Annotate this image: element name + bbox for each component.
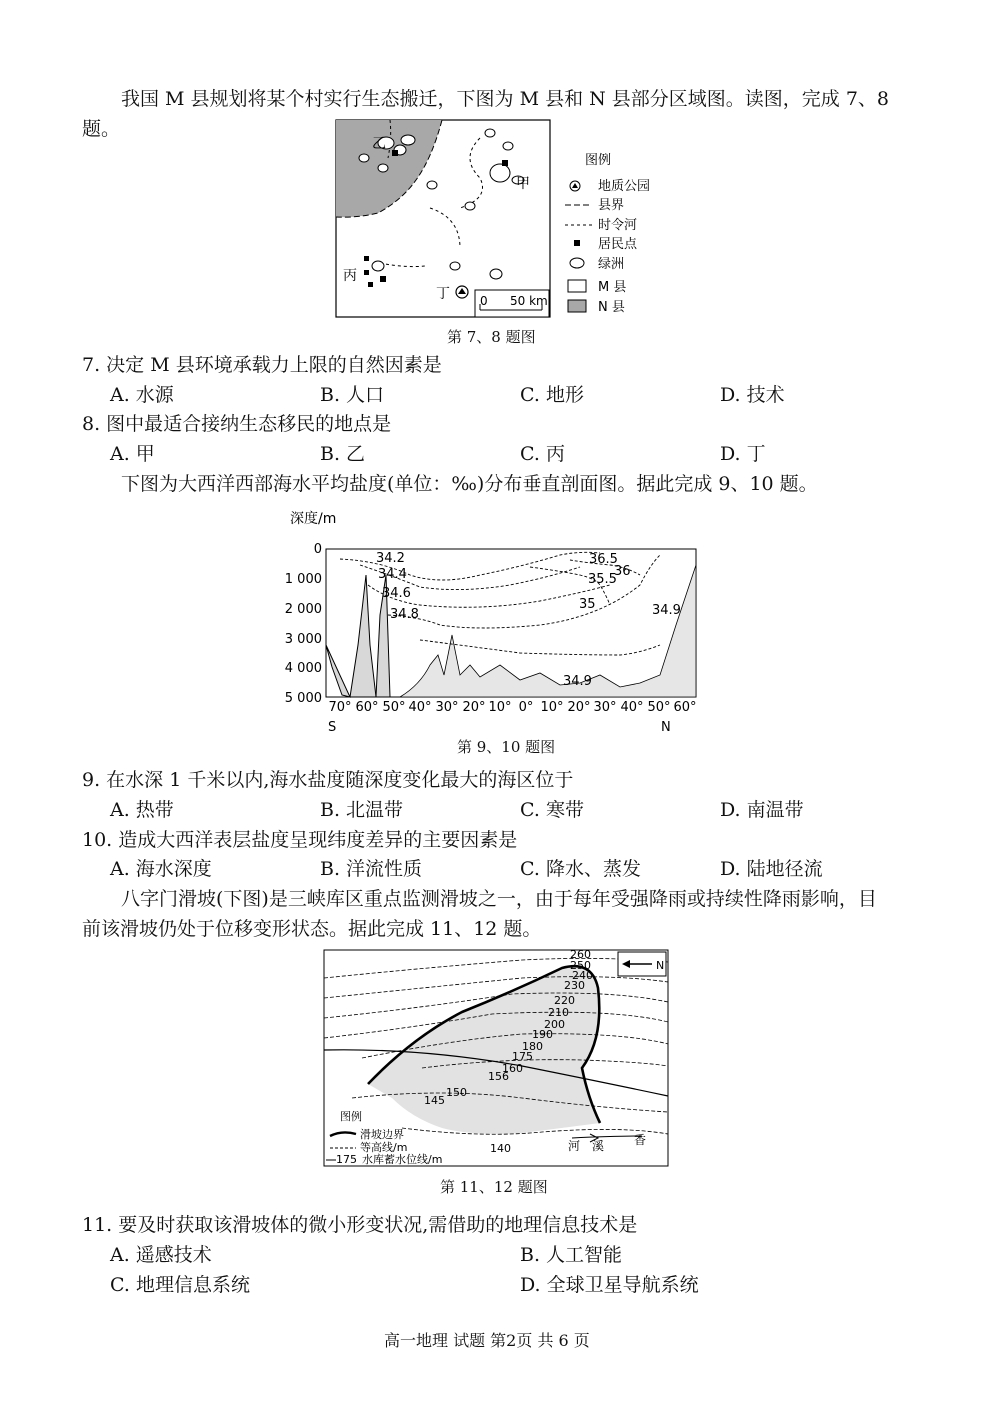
- q7-option-d: D. 技术: [720, 384, 785, 406]
- y-tick-1000: 1 000: [284, 572, 322, 587]
- x-tick-50s: 50°: [382, 700, 406, 715]
- y-axis-label: 深度/m: [290, 511, 337, 527]
- x-tick-70s: 70°: [328, 700, 352, 715]
- north-arrow-label: N: [656, 959, 665, 972]
- q10-option-b: B. 洋流性质: [320, 858, 423, 880]
- place-label-jia: 甲: [516, 176, 530, 192]
- isohaline-34.6: 34.6: [382, 586, 411, 601]
- county-map-figure: [330, 118, 670, 320]
- legend-geopark: 地质公园: [598, 179, 651, 194]
- isohaline-36.5: 36.5: [589, 552, 618, 567]
- legend-water-level: 水库蓄水位线/m: [362, 1153, 443, 1166]
- x-tick-50n: 50°: [647, 700, 671, 715]
- contour-260: 260: [570, 948, 591, 961]
- x-tick-10n: 10°: [540, 700, 564, 715]
- q10-stem: 10. 造成大西洋表层盐度呈现纬度差异的主要因素是: [82, 829, 518, 851]
- contour-145: 145: [424, 1094, 445, 1107]
- intro-7-8-line2: 题。: [82, 118, 121, 140]
- place-label-yi: 乙: [372, 136, 386, 152]
- x-tick-30n: 30°: [593, 700, 617, 715]
- isohaline-35.5: 35.5: [588, 572, 617, 587]
- q11-stem: 11. 要及时获取该滑坡体的微小形变状况,需借助的地理信息技术是: [82, 1214, 638, 1236]
- y-tick-3000: 3 000: [284, 632, 322, 647]
- x-tick-60n: 60°: [673, 700, 697, 715]
- intro-9-10: 下图为大西洋西部海水平均盐度(单位：‰)分布垂直剖面图。据此完成 9、10 题。: [121, 473, 818, 495]
- contour-240: 240: [572, 969, 593, 982]
- place-label-ding: 丁: [436, 286, 450, 302]
- intro-7-8-line1: 我国 M 县规划将某个村实行生态搬迁，下图为 M 县和 N 县部分区域图。读图，完成 7、8: [121, 88, 889, 110]
- x-tick-40n: 40°: [620, 700, 644, 715]
- q8-option-c: C. 丙: [520, 443, 565, 465]
- isohaline-34.8: 34.8: [390, 607, 419, 622]
- x-tick-40s: 40°: [408, 700, 432, 715]
- landslide-map-figure: [322, 948, 670, 1168]
- legend-n-county: N 县: [598, 300, 625, 315]
- q9-stem: 9. 在水深 1 千米以内,海水盐度随深度变化最大的海区位于: [82, 769, 574, 791]
- scale-zero: 0: [480, 294, 488, 308]
- contour-230: 230: [564, 979, 585, 992]
- q8-option-b: B. 乙: [320, 443, 366, 465]
- contour-250: 250: [570, 959, 591, 972]
- legend-m-county: M 县: [598, 280, 627, 295]
- q7-option-c: C. 地形: [520, 384, 584, 406]
- q8-option-a: A. 甲: [110, 443, 155, 465]
- river-label-xiang: 香: [634, 1133, 647, 1147]
- q7-option-a: A. 水源: [110, 384, 174, 406]
- river-label-xi: 溪: [592, 1139, 605, 1153]
- fig2-caption: 第 9、10 题图: [457, 738, 556, 756]
- scale-distance: 50 km: [510, 294, 548, 308]
- north-label: N: [661, 720, 671, 735]
- q10-option-d: D. 陆地径流: [720, 858, 823, 880]
- legend-water-level-sample: 175: [336, 1153, 357, 1166]
- q7-stem: 7. 决定 M 县环境承载力上限的自然因素是: [82, 354, 442, 376]
- q9-option-b: B. 北温带: [320, 799, 404, 821]
- contour-175: 175: [512, 1050, 533, 1063]
- q8-option-d: D. 丁: [720, 443, 766, 465]
- place-label-bing: 丙: [343, 268, 357, 284]
- legend-seasonal-river: 时令河: [598, 218, 638, 233]
- salinity-profile-figure: [280, 505, 720, 737]
- isohaline-34.2: 34.2: [376, 551, 405, 566]
- x-tick-30s: 30°: [435, 700, 459, 715]
- q10-option-a: A. 海水深度: [110, 858, 212, 880]
- q11-option-a: A. 遥感技术: [110, 1244, 212, 1266]
- legend-settlement: 居民点: [598, 237, 638, 252]
- contour-180: 180: [522, 1040, 543, 1053]
- contour-140: 140: [490, 1142, 511, 1155]
- legend-landslide-boundary: 滑坡边界: [360, 1128, 404, 1141]
- legend-county-border: 县界: [598, 198, 625, 213]
- q9-option-d: D. 南温带: [720, 799, 804, 821]
- q11-option-c: C. 地理信息系统: [110, 1274, 250, 1296]
- contour-220: 220: [554, 994, 575, 1007]
- isohaline-34.9-upper: 34.9: [652, 603, 681, 618]
- y-tick-5000: 5 000: [284, 691, 322, 706]
- q8-stem: 8. 图中最适合接纳生态移民的地点是: [82, 413, 392, 435]
- q9-option-a: A. 热带: [110, 799, 174, 821]
- isohaline-35: 35: [579, 597, 596, 612]
- q10-option-c: C. 降水、蒸发: [520, 858, 641, 880]
- isohaline-34.4: 34.4: [378, 567, 407, 582]
- x-tick-60s: 60°: [355, 700, 379, 715]
- isohaline-34.9-lower: 34.9: [563, 674, 592, 689]
- x-tick-20n: 20°: [567, 700, 591, 715]
- q11-option-d: D. 全球卫星导航系统: [520, 1274, 699, 1296]
- fig3-caption: 第 11、12 题图: [440, 1178, 548, 1196]
- legend-title: 图例: [585, 153, 612, 168]
- legend-oasis: 绿洲: [598, 257, 625, 272]
- isohaline-36: 36: [614, 564, 631, 579]
- y-tick-4000: 4 000: [284, 661, 322, 676]
- river-label-he: 河: [568, 1139, 581, 1153]
- q7-option-b: B. 人口: [320, 384, 385, 406]
- contour-160: 160: [502, 1062, 523, 1075]
- x-tick-0: 0°: [518, 700, 534, 715]
- intro-11-12-line2: 前该滑坡仍处于位移变形状态。据此完成 11、12 题。: [82, 918, 542, 940]
- intro-11-12-line1: 八字门滑坡(下图)是三峡库区重点监测滑坡之一，由于每年受强降雨或持续性降雨影响，目: [121, 888, 877, 910]
- contour-200: 200: [544, 1018, 565, 1031]
- contour-190: 190: [532, 1028, 553, 1041]
- y-tick-2000: 2 000: [284, 602, 322, 617]
- x-tick-20s: 20°: [462, 700, 486, 715]
- contour-156: 156: [488, 1070, 509, 1083]
- south-label: S: [328, 720, 337, 735]
- y-tick-0: 0: [313, 542, 322, 557]
- fig1-caption: 第 7、8 题图: [447, 328, 536, 346]
- q11-option-b: B. 人工智能: [520, 1244, 623, 1266]
- x-tick-10s: 10°: [488, 700, 512, 715]
- q9-option-c: C. 寒带: [520, 799, 584, 821]
- contour-210: 210: [548, 1006, 569, 1019]
- contour-150: 150: [446, 1086, 467, 1099]
- legend-contour: 等高线/m: [360, 1141, 408, 1154]
- page-footer: 高一地理 试题 第2页 共 6 页: [384, 1331, 590, 1350]
- fig3-legend-title: 图例: [340, 1110, 362, 1123]
